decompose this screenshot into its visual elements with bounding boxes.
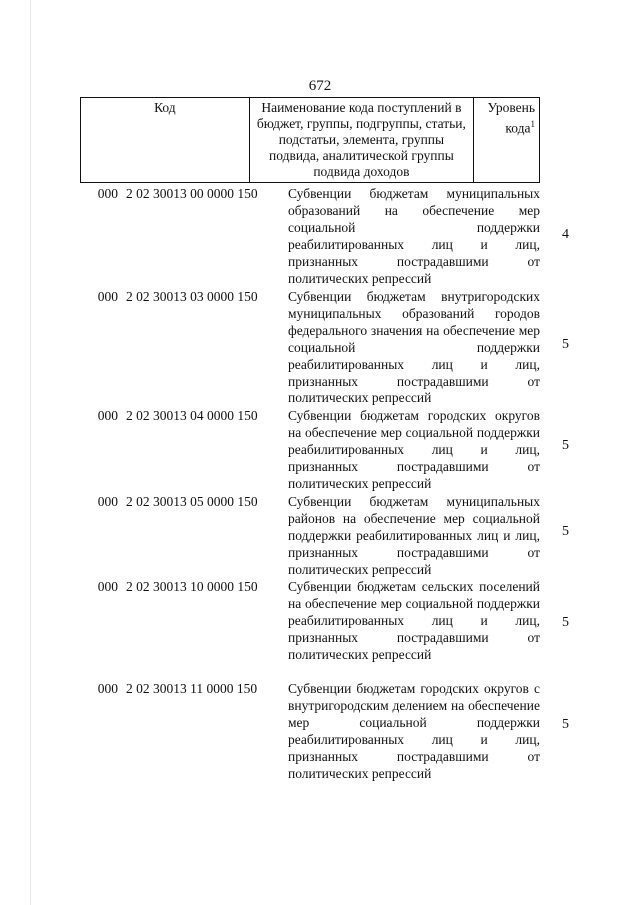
table-body (80, 186, 569, 784)
row-level: 5 (562, 615, 569, 631)
row-level: 5 (562, 523, 569, 539)
header-code: Код (81, 98, 250, 183)
table-row (80, 186, 569, 288)
scan-edge-line (30, 0, 31, 905)
row-prefix: 000 (97, 289, 118, 304)
row-prefix: 000 (97, 579, 118, 595)
row-name: Субвенции бюджетам муниципальных образований на обеспечение мер социальной поддержки реабилитированных лиц и лиц, признанных пострадавшими от политических репрессий (288, 186, 540, 286)
row-level: 5 (562, 717, 569, 733)
row-name: Субвенции бюджетам сельских поселений на обеспечение мер социальной поддержки реабилитированных лиц и лиц, признанных пострадавшими от политических репрессий (288, 579, 540, 663)
row-code: 2 02 30013 10 0000 150 (126, 579, 258, 595)
row-level: 5 (562, 337, 569, 352)
row-name: Субвенции бюджетам городских округов на обеспечение мер социальной поддержки реабилитированных лиц и лиц, признанных пострадавшими от политических репрессий (288, 408, 540, 491)
table-header (80, 97, 540, 183)
table-row (80, 579, 569, 680)
row-level: 4 (562, 227, 569, 242)
page-number: 672 (308, 78, 332, 94)
table-row (80, 289, 569, 407)
row-name: Субвенции бюджетам внутригородских муниципальных образований городов федерального значения на обеспечение мер социальной поддержки реабилитированных лиц и лиц, признанных пострадавшими от политических репрессий (288, 289, 540, 406)
row-name: Субвенции бюджетам муниципальных районов на обеспечение мер социальной поддержки реабилитированных лиц и лиц, признанных пострадавшими от политических репрессий (288, 493, 540, 577)
row-prefix: 000 (97, 493, 118, 509)
row-code: 2 02 30013 04 0000 150 (126, 408, 258, 424)
header-name: Наименование кода поступлений в бюджет, группы, подгруппы, статьи, подстатьи, элемента, группы подвида, аналитической группы подвида доходов (249, 98, 473, 183)
row-name: Субвенции бюджетам городских округов с внутригородским делением на обеспечение мер социальной поддержки реабилитированных лиц и лиц, признанных пострадавшими от политических репрессий (288, 681, 540, 781)
row-code: 2 02 30013 00 0000 150 (126, 186, 258, 201)
row-prefix: 000 (97, 186, 118, 201)
row-prefix: 000 (97, 408, 118, 424)
table-row (80, 408, 569, 493)
table-row (80, 493, 569, 579)
row-code: 2 02 30013 03 0000 150 (126, 289, 258, 304)
row-code: 2 02 30013 05 0000 150 (126, 493, 258, 509)
row-code: 2 02 30013 11 0000 150 (126, 681, 258, 697)
header-level (474, 98, 540, 183)
table-row (80, 681, 569, 782)
row-prefix: 000 (97, 681, 118, 697)
row-level: 5 (562, 438, 569, 454)
header-level-footnote: 1 (530, 119, 535, 129)
header-level-label: Уровень кода (487, 100, 535, 136)
